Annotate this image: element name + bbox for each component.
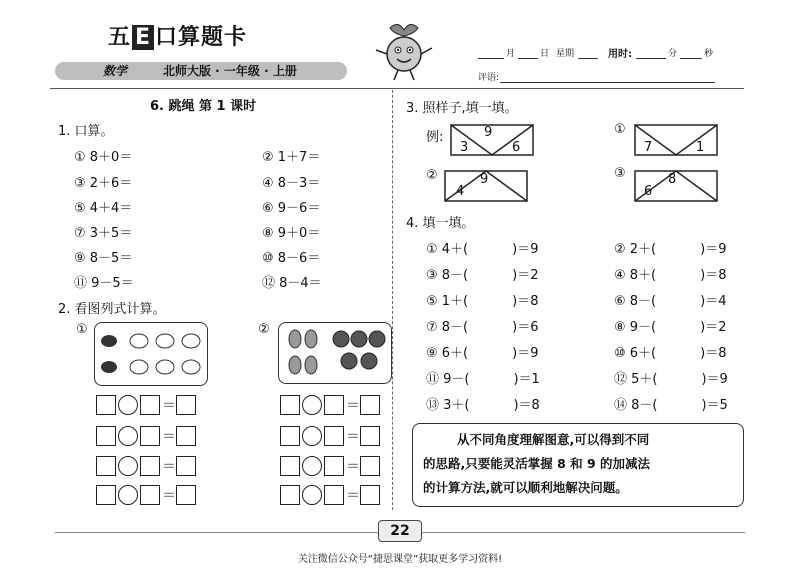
question2-number: ② xyxy=(426,168,438,183)
equation-box-row xyxy=(280,456,380,476)
fill-blank-item: ④ 8＋( )＝8 xyxy=(614,268,727,283)
equation-box-row xyxy=(280,485,380,505)
envelope-top: 9 xyxy=(480,172,489,187)
section1-title: 1. 口算。 xyxy=(58,124,114,139)
answer-box[interactable] xyxy=(324,426,344,446)
answer-box[interactable] xyxy=(280,426,300,446)
answer-box[interactable] xyxy=(360,456,380,476)
week-label: 星期 xyxy=(556,49,575,59)
oral-calc-item: ⑧ 9＋0＝ xyxy=(262,226,321,241)
answer-box[interactable] xyxy=(280,456,300,476)
oral-calc-item: ③ 2＋6＝ xyxy=(74,176,133,191)
equation-box-row xyxy=(96,395,196,415)
operator-circle[interactable] xyxy=(302,426,322,446)
minute-label: 分 xyxy=(668,49,678,59)
fill-blank-item: ⑭ 8－( )＝5 xyxy=(614,398,728,413)
equals-sign: ＝ xyxy=(162,429,176,445)
fill-blank-item: ⑤ 1＋( )＝8 xyxy=(426,294,539,309)
oral-calc-item: ⑫ 8－4＝ xyxy=(262,276,322,291)
page-number: 22 xyxy=(378,520,422,542)
oral-calc-item: ⑤ 4＋4＝ xyxy=(74,201,133,216)
answer-box[interactable] xyxy=(140,426,160,446)
oral-calc-item: ④ 8－3＝ xyxy=(262,176,321,191)
picture1-animals xyxy=(94,322,208,386)
example-label: 例: xyxy=(426,130,444,145)
pineapple-apple-icon xyxy=(279,323,391,383)
envelope-left: 6 xyxy=(644,184,653,199)
answer-box[interactable] xyxy=(324,395,344,415)
envelope-left: 7 xyxy=(644,140,653,155)
edition-label: 北师大版 · 一年级 · 上册 xyxy=(163,64,297,78)
review-blank[interactable] xyxy=(500,72,715,83)
oral-calc-item: ⑥ 9－6＝ xyxy=(262,201,321,216)
column-divider xyxy=(392,90,393,510)
operator-circle[interactable] xyxy=(302,485,322,505)
operator-circle[interactable] xyxy=(118,485,138,505)
footer-text: 关注微信公众号“捷思课堂”获取更多学习资料! xyxy=(297,554,503,565)
tip-note-box xyxy=(412,423,744,507)
answer-box[interactable] xyxy=(360,485,380,505)
subject-label: 数学 xyxy=(103,64,128,78)
fill-blank-item: ③ 8－( )＝2 xyxy=(426,268,539,283)
equation-box-row xyxy=(280,395,380,415)
answer-box[interactable] xyxy=(140,456,160,476)
month-blank[interactable] xyxy=(478,48,504,59)
answer-box[interactable] xyxy=(96,456,116,476)
fill-blank-item: ⑦ 8－( )＝6 xyxy=(426,320,539,335)
oral-calc-item: ① 8＋0＝ xyxy=(74,150,133,165)
picture2-number: ② xyxy=(258,322,270,337)
section2-title: 2. 看图列式计算。 xyxy=(58,302,166,317)
day-label: 日 xyxy=(540,49,550,59)
envelope-top: 9 xyxy=(484,125,493,140)
answer-box[interactable] xyxy=(176,456,196,476)
penguin-dog-icon xyxy=(95,323,207,385)
operator-circle[interactable] xyxy=(118,395,138,415)
section3-title: 3. 照样子,填一填。 xyxy=(406,101,518,116)
operator-circle[interactable] xyxy=(302,456,322,476)
fill-blank-item: ② 2＋( )＝9 xyxy=(614,242,727,257)
fill-blank-item: ⑩ 6＋( )＝8 xyxy=(614,346,727,361)
envelope-right: 6 xyxy=(512,140,521,155)
oral-calc-item: ⑪ 9－5＝ xyxy=(74,276,134,291)
day-blank[interactable] xyxy=(518,48,538,59)
fill-blank-item: ① 4＋( )＝9 xyxy=(426,242,539,257)
question3-number: ③ xyxy=(614,166,626,181)
equals-sign: ＝ xyxy=(162,398,176,414)
answer-box[interactable] xyxy=(96,395,116,415)
oral-calc-item: ② 1＋7＝ xyxy=(262,150,321,165)
oral-calc-item: ⑩ 8－6＝ xyxy=(262,251,321,266)
operator-circle[interactable] xyxy=(118,426,138,446)
answer-box[interactable] xyxy=(96,426,116,446)
oral-calc-item: ⑦ 3＋5＝ xyxy=(74,226,133,241)
week-blank[interactable] xyxy=(578,48,598,59)
fill-blank-item: ⑥ 8－( )＝4 xyxy=(614,294,727,309)
answer-box[interactable] xyxy=(96,485,116,505)
envelope-top: 8 xyxy=(668,172,677,187)
section4-title: 4. 填一填。 xyxy=(406,216,475,231)
equals-sign: ＝ xyxy=(162,488,176,504)
envelope-left: 4 xyxy=(456,184,465,199)
fill-blank-item: ⑫ 5＋( )＝9 xyxy=(614,372,728,387)
answer-box[interactable] xyxy=(176,395,196,415)
question1-number: ① xyxy=(614,122,626,137)
envelope-right: 1 xyxy=(696,140,705,155)
picture2-fruits xyxy=(278,322,392,384)
brand-e: E xyxy=(132,25,154,50)
answer-box[interactable] xyxy=(324,456,344,476)
brand-title xyxy=(108,20,247,51)
time-label: 用时: xyxy=(608,49,632,60)
fill-blank-item: ⑧ 9－( )＝2 xyxy=(614,320,727,335)
second-label: 秒 xyxy=(704,49,714,59)
answer-box[interactable] xyxy=(280,485,300,505)
brand-suffix: 口算题卡 xyxy=(155,25,248,50)
minute-blank[interactable] xyxy=(636,48,666,59)
equation-box-row xyxy=(280,426,380,446)
picture1-number: ① xyxy=(76,322,88,337)
lesson-title: 6. 跳绳 第 1 课时 xyxy=(150,99,257,114)
fill-blank-item: ⑬ 3＋( )＝8 xyxy=(426,398,540,413)
equals-sign: ＝ xyxy=(346,429,360,445)
month-label: 月 xyxy=(506,49,516,59)
answer-box[interactable] xyxy=(360,426,380,446)
equals-sign: ＝ xyxy=(346,459,360,475)
fill-blank-item: ⑪ 9－( )＝1 xyxy=(426,372,540,387)
equals-sign: ＝ xyxy=(346,398,360,414)
equals-sign: ＝ xyxy=(162,459,176,475)
subject-bar xyxy=(55,62,347,80)
second-blank[interactable] xyxy=(680,48,702,59)
envelope-left: 3 xyxy=(460,140,469,155)
answer-box[interactable] xyxy=(140,395,160,415)
answer-box[interactable] xyxy=(176,426,196,446)
operator-circle[interactable] xyxy=(118,456,138,476)
oral-calc-item: ⑨ 8－5＝ xyxy=(74,251,133,266)
mascot-icon xyxy=(368,20,440,84)
tip-line: 的计算方法,就可以顺利地解决问题。 xyxy=(423,480,628,495)
equals-sign: ＝ xyxy=(346,488,360,504)
answer-box[interactable] xyxy=(280,395,300,415)
answer-box[interactable] xyxy=(140,485,160,505)
header-divider xyxy=(50,88,744,89)
review-label: 评语: xyxy=(478,73,500,83)
equation-box-row xyxy=(96,485,196,505)
tip-line: 的思路,只要能灵活掌握 8 和 9 的加减法 xyxy=(423,456,651,471)
answer-box[interactable] xyxy=(176,485,196,505)
equation-box-row xyxy=(96,456,196,476)
answer-box[interactable] xyxy=(324,485,344,505)
tip-line: 从不同角度理解图意,可以得到不同 xyxy=(457,432,650,447)
fill-blank-item: ⑨ 6＋( )＝9 xyxy=(426,346,539,361)
answer-box[interactable] xyxy=(360,395,380,415)
operator-circle[interactable] xyxy=(302,395,322,415)
equation-box-row xyxy=(96,426,196,446)
brand-prefix: 五 xyxy=(108,25,132,50)
